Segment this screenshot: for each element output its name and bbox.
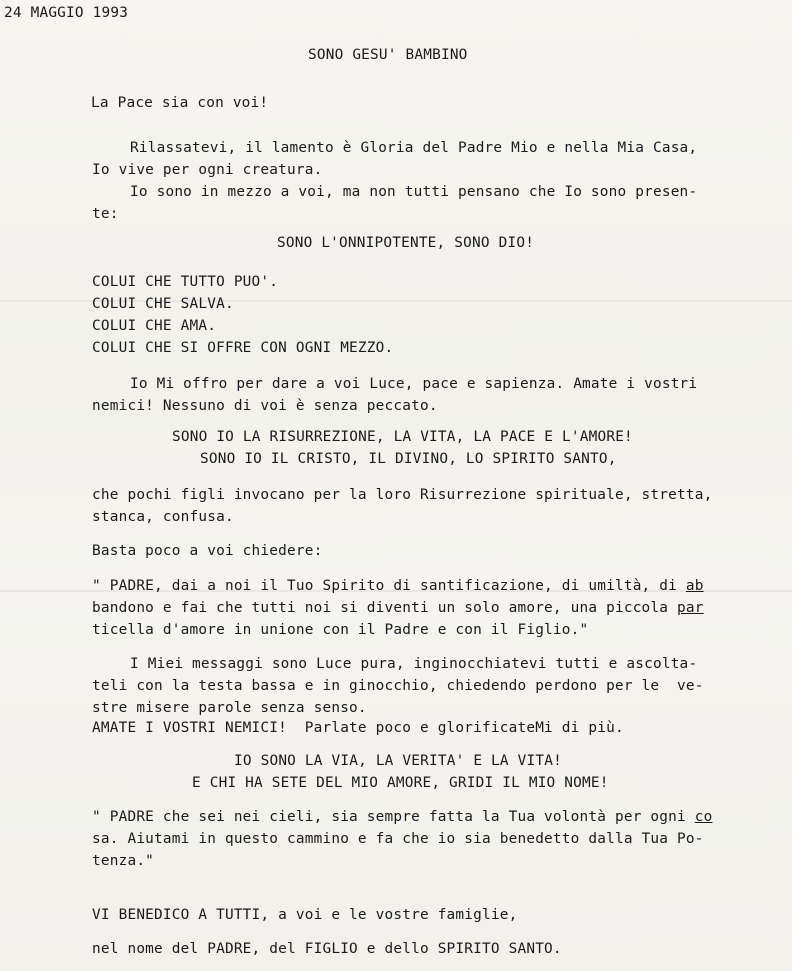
p3-line1: Io Mi offro per dare a voi Luce, pace e sapienza. Amate i vostri — [130, 376, 698, 392]
date: 24 MAGGIO 1993 — [4, 5, 129, 21]
prayer1-line2 — [92, 599, 704, 617]
prayer1-underlined: par — [677, 600, 704, 616]
prayer2-underlined: co — [694, 809, 713, 825]
prayer1-line3: ticella d'amore in unione con il Padre e con il Figlio." — [92, 622, 589, 638]
center-heading-3a: IO SONO LA VIA, LA VERITA' E LA VITA! — [234, 753, 562, 769]
center-heading-2b: SONO IO IL CRISTO, IL DIVINO, LO SPIRITO SANTO, — [200, 451, 617, 467]
p1-line2: Io vive per ogni creatura. — [92, 162, 323, 178]
prayer1-line1 — [92, 577, 704, 595]
center-heading-1: SONO L'ONNIPOTENTE, SONO DIO! — [277, 235, 535, 251]
p3-line2: nemici! Nessuno di voi è senza peccato. — [92, 398, 438, 414]
p4-line1: che pochi figli invocano per la loro Risurrezione spirituale, stretta, — [92, 487, 713, 503]
p4-line2: stanca, confusa. — [92, 509, 234, 525]
blessing-line1: VI BENEDICO A TUTTI, a voi e le vostre famiglie, — [92, 907, 518, 923]
list-item: COLUI CHE AMA. — [92, 318, 217, 334]
p6-line3: stre misere parole senza senso. — [92, 700, 367, 716]
list-item: COLUI CHE SI OFFRE CON OGNI MEZZO. — [92, 340, 394, 356]
prayer1-underlined: ab — [685, 578, 704, 594]
p5: Basta poco a voi chiedere: — [92, 543, 323, 559]
p2-line1: Io sono in mezzo a voi, ma non tutti pensano che Io sono presen- — [130, 184, 698, 200]
title: SONO GESU' BAMBINO — [308, 47, 468, 63]
center-heading-3b: E CHI HA SETE DEL MIO AMORE, GRIDI IL MIO NOME! — [192, 775, 609, 791]
prayer2-line2: sa. Aiutami in questo cammino e fa che io sia benedetto dalla Tua Po- — [92, 831, 704, 847]
prayer1-text: " PADRE, dai a noi il Tuo Spirito di santificazione, di umiltà, di — [92, 578, 686, 594]
p6-line1: I Miei messaggi sono Luce pura, inginocchiatevi tutti e ascolta- — [130, 656, 698, 672]
p6-line2: teli con la testa bassa e in ginocchio, chiedendo perdono per le ve- — [92, 678, 704, 694]
p1-line1: Rilassatevi, il lamento è Gloria del Padre Mio e nella Mia Casa, — [130, 140, 698, 156]
center-heading-2a: SONO IO LA RISURREZIONE, LA VITA, LA PACE E L'AMORE! — [172, 429, 633, 445]
blessing-line2: nel nome del PADRE, del FIGLIO e dello SPIRITO SANTO. — [92, 941, 562, 957]
prayer2-line3: tenza." — [92, 853, 155, 869]
list-item: COLUI CHE TUTTO PUO'. — [92, 274, 279, 290]
list-item: COLUI CHE SALVA. — [92, 296, 234, 312]
p2-line2: te: — [92, 206, 119, 222]
prayer1-text: bandono e fai che tutti noi si diventi un solo amore, una piccola — [92, 600, 678, 616]
prayer2-line1 — [92, 808, 712, 826]
p6-line4: AMATE I VOSTRI NEMICI! Parlate poco e glorificateMi di più. — [92, 720, 624, 736]
greeting: La Pace sia con voi! — [91, 95, 269, 111]
prayer2-text: " PADRE che sei nei cieli, sia sempre fatta la Tua volontà per ogni — [92, 809, 695, 825]
